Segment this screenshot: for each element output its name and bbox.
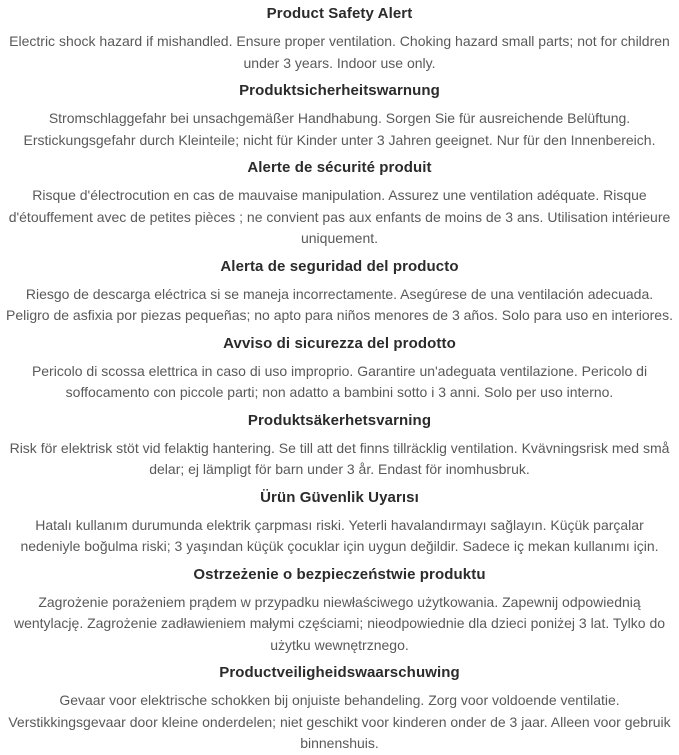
section-body-text: Gevaar voor elektrische schokken bij onjuiste behandeling. Zorg voor voldoende ventilatie. Verstikkingsgevaar door kleine onderdelen; niet geschikt voor kinderen onder de 3 jaar. Alleen voor gebruik binnenshuis.	[8, 692, 671, 751]
section-heading: Alerta de seguridad del producto	[220, 257, 459, 275]
section-body-text: Hatalı kullanım durumunda elektrik çarpması riski. Yeterli havalandırmayı sağlayın. Küçük parçalar nedeniyle boğulma riski; 3 yaşından küçük çocuklar için uygun değildir. Sadece iç mekan kullanımı için.	[20, 516, 659, 554]
safety-section-turkish	[4, 488, 675, 558]
safety-section-dutch	[4, 663, 675, 755]
section-heading: Ürün Güvenlik Uyarısı	[260, 488, 419, 506]
section-heading: Produktsicherheitswarnung	[239, 82, 440, 99]
safety-section-french	[4, 158, 675, 250]
section-heading: Product Safety Alert	[266, 5, 413, 22]
section-body-text: Stromschlaggefahr bei unsachgemäßer Handhabung. Sorgen Sie für ausreichende Belüftung. Erstickungsgefahr durch Kleinteile; nicht für Kinder unter 3 Jahren geeignet. Nur für den Innenbereich.	[23, 110, 656, 148]
section-heading: Alerte de sécurité produit	[247, 159, 432, 176]
safety-section-english	[4, 4, 675, 74]
section-body-text: Risque d'électrocution en cas de mauvaise manipulation. Assurez une ventilation adéquate. Risque d'étouffement avec de petites pièces ; ne convient pas aux enfants de moins de 3 ans. Utilisation intérieure uniquement.	[8, 187, 671, 246]
section-body-text: Pericolo di scossa elettrica in caso di uso improprio. Garantire un'adeguata ventilazione. Pericolo di soffocamento con piccole parti; non adatto a bambini sotto i 3 anni. Solo per uso interno.	[31, 362, 648, 400]
section-heading: Productveiligheidswaarschuwing	[219, 664, 460, 681]
safety-section-german	[4, 81, 675, 151]
safety-section-spanish	[4, 257, 675, 327]
safety-section-polish	[4, 565, 675, 657]
section-body-text: Riesgo de descarga eléctrica si se maneja incorrectamente. Asegúrese de una ventilación adecuada. Peligro de asfixia por piezas pequeñas; no apto para niños menores de 3 años. Solo para uso en interiores.	[6, 285, 673, 323]
section-heading: Produktsäkerhetsvarning	[247, 411, 432, 429]
section-body-text: Risk för elektrisk stöt vid felaktig hantering. Se till att det finns tillräcklig ventilation. Kvävningsrisk med små delar; ej lämpligt för barn under 3 år. Endast för inomhusbruk.	[9, 439, 670, 477]
section-heading: Avviso di sicurezza del prodotto	[223, 334, 456, 352]
safety-section-italian	[4, 334, 675, 404]
safety-section-swedish	[4, 411, 675, 481]
section-body-text: Electric shock hazard if mishandled. Ensure proper ventilation. Choking hazard small parts; not for children under 3 years. Indoor use only.	[9, 33, 670, 71]
section-heading: Ostrzeżenie o bezpieczeństwie produktu	[193, 565, 486, 583]
section-body-text: Zagrożenie porażeniem prądem w przypadku niewłaściwego użytkowania. Zapewnij odpowiednią wentylację. Zagrożenie zadławieniem małymi częściami; nieodpowiednie dla dzieci poniżej 3 lat. Tylko do użytku wewnętrznego.	[13, 593, 666, 653]
